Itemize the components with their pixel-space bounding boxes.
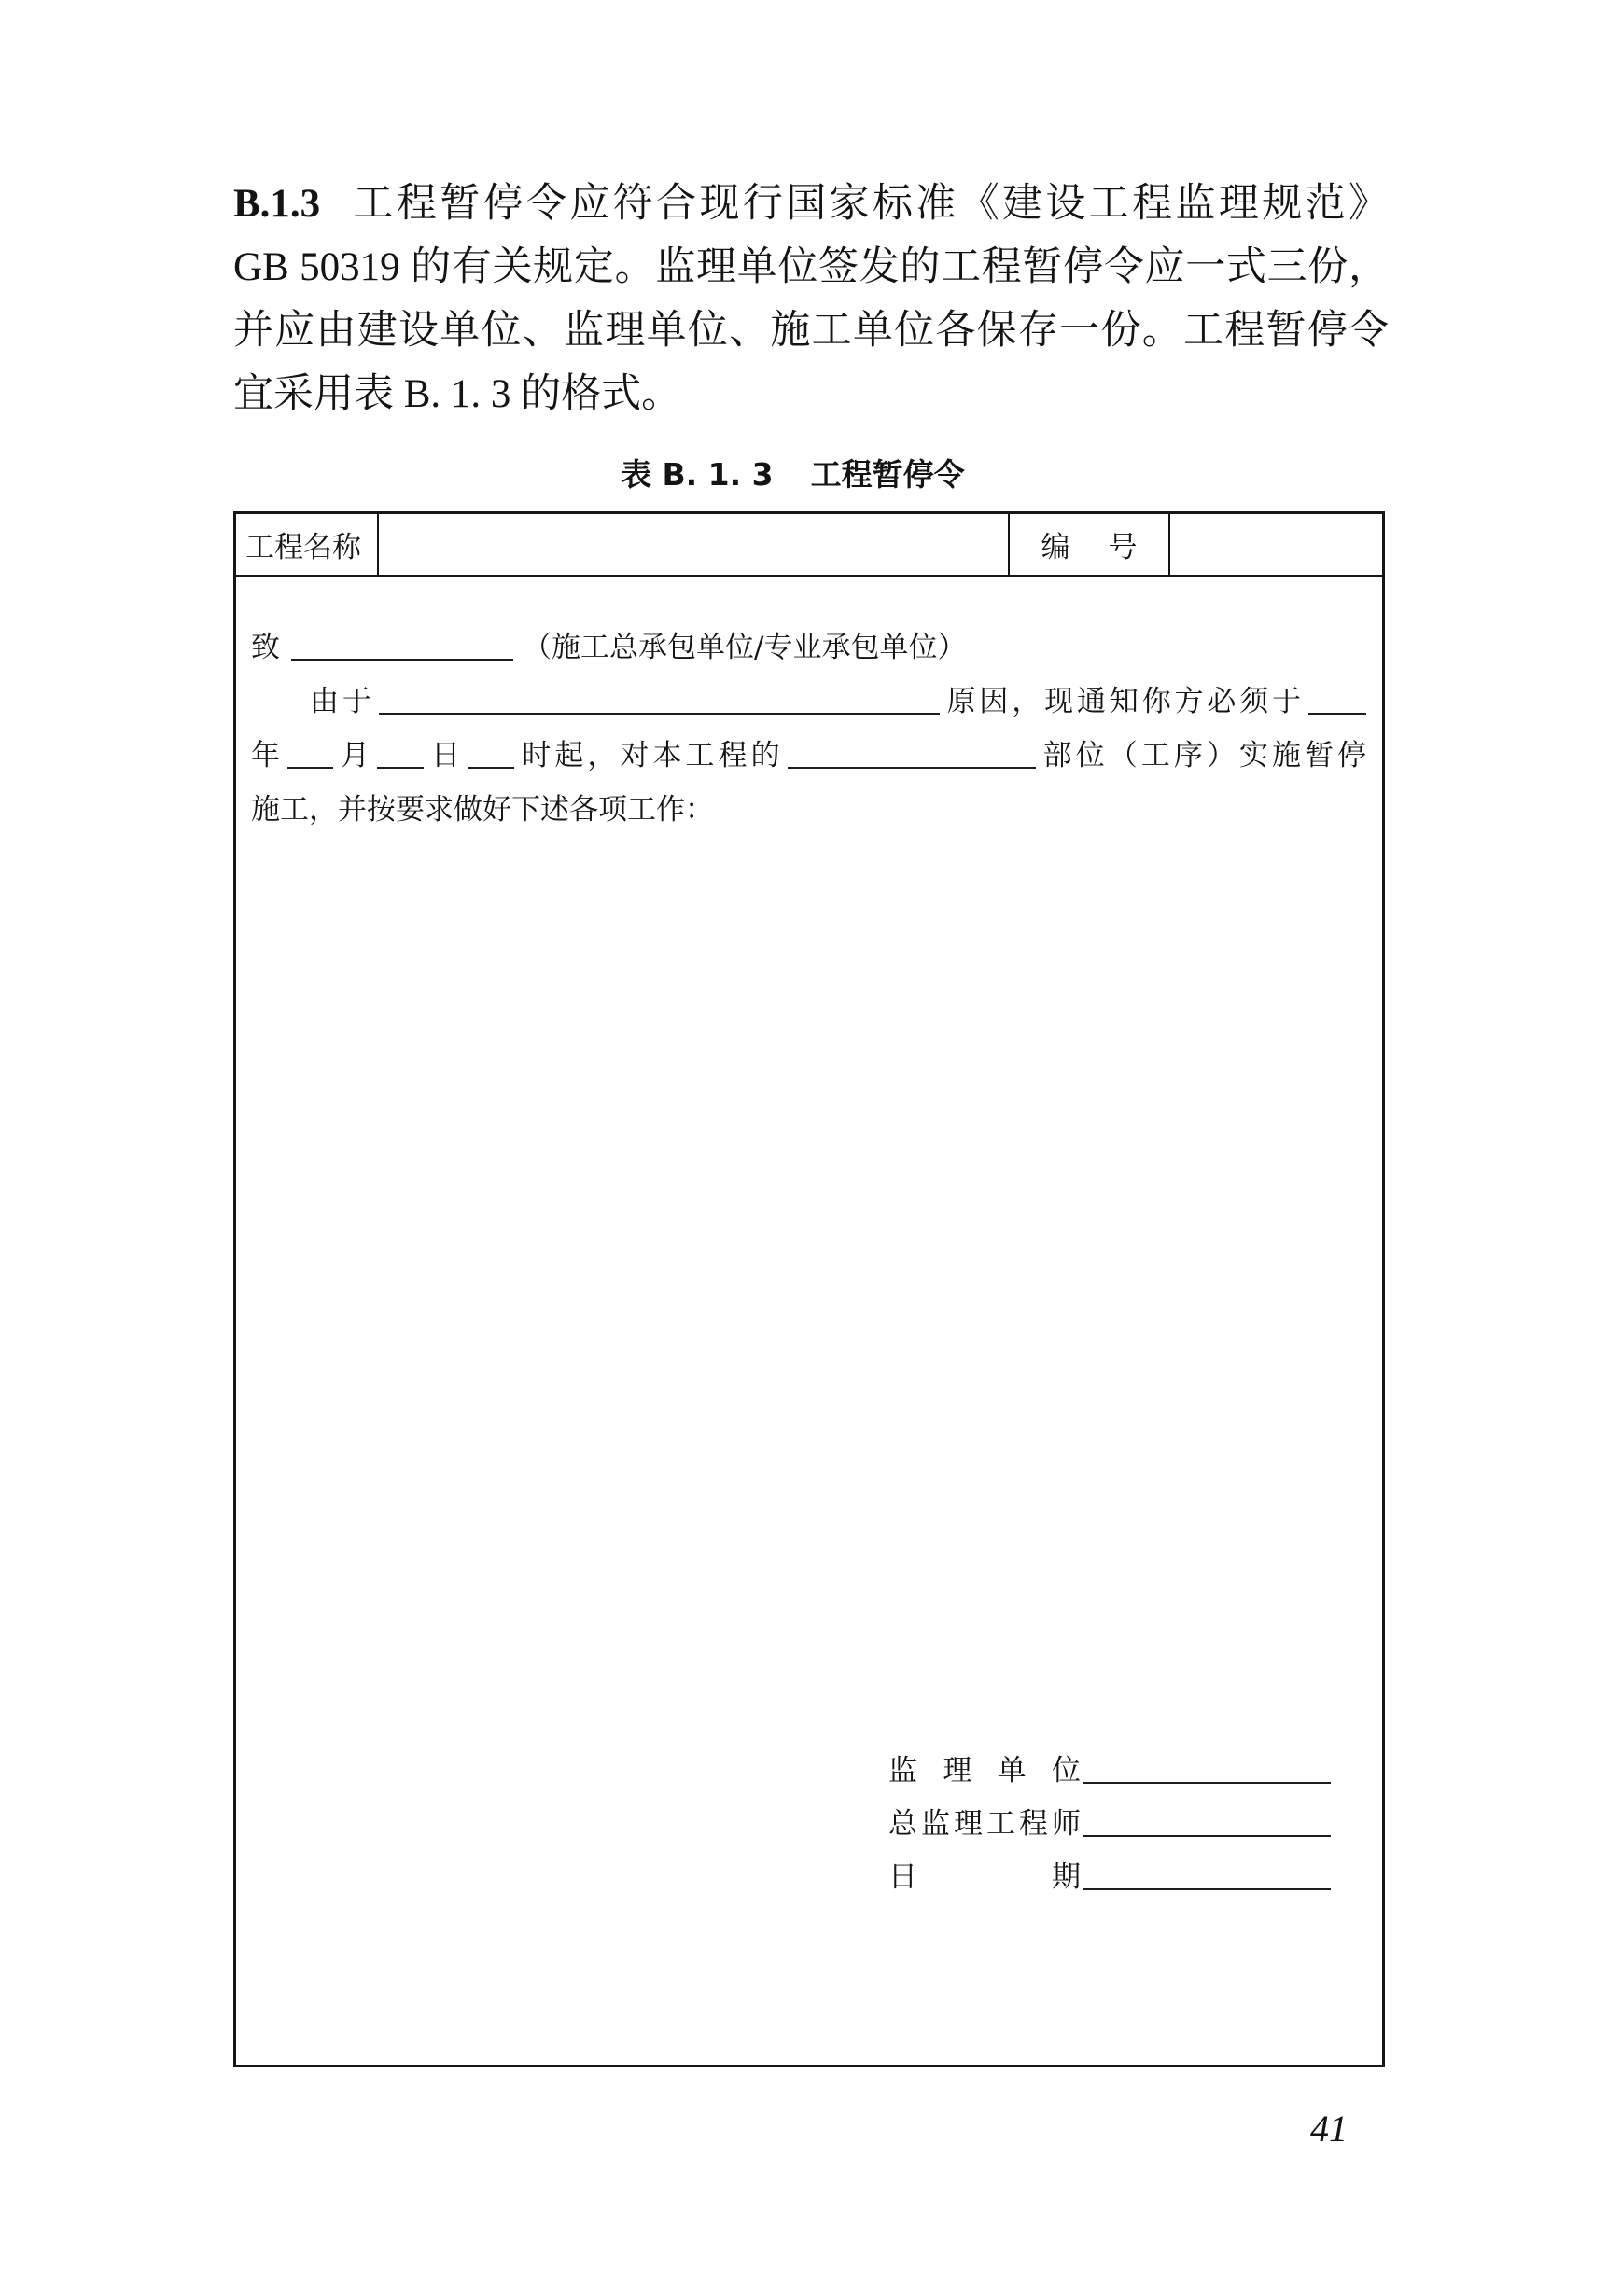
number-label: 编 号 [1041, 531, 1138, 564]
header-row [236, 514, 1382, 577]
section-number: B.1.3 [233, 182, 321, 226]
date-blank [1083, 1866, 1331, 1890]
year-blank [1308, 690, 1366, 715]
part-text: 部位（工序）实施暂停 [1039, 739, 1367, 772]
number-value-cell [1170, 514, 1382, 575]
supervision-unit-blank [1083, 1760, 1331, 1784]
paragraph-line: 并应由建设单位、监理单位、施工单位各保存一份。工程暂停令 [233, 309, 1389, 353]
chief-engineer-blank [1083, 1813, 1331, 1837]
hour-text: 时起，对本工程的 [518, 739, 784, 772]
suspension-order-form [233, 511, 1385, 2067]
suspension-time-line [251, 729, 1366, 783]
addressee-blank [291, 636, 513, 661]
signature-block [888, 1745, 1331, 1904]
page-number: 41 [1310, 2108, 1348, 2150]
paragraph-line: 宜采用表 B. 1. 3 的格式。 [233, 372, 682, 416]
project-name-label: 工程名称 [245, 531, 361, 564]
chief-engineer-label: 总监理工程师 [888, 1807, 1081, 1841]
part-blank [788, 744, 1036, 769]
addressee-prefix: 致 [251, 631, 280, 664]
addressee-line [251, 620, 1366, 675]
month-blank [287, 744, 333, 769]
reason-prefix: 由于 [310, 685, 375, 718]
date-label: 日 期 [888, 1860, 1081, 1894]
instruction-line: 施工，并按要求做好下述各项工作： [251, 793, 714, 827]
reason-line [310, 675, 1366, 729]
supervision-unit-label: 监 理 单 位 [888, 1754, 1081, 1788]
form-body [236, 577, 1382, 2065]
chief-engineer-row [888, 1798, 1331, 1851]
project-name-value-cell [379, 514, 1010, 575]
caption-label: 表 B. 1. 3 [621, 456, 774, 493]
day-label: 日 [427, 739, 465, 772]
paragraph-line [233, 173, 1389, 236]
date-row [888, 1851, 1331, 1904]
paragraph-text: 工程暂停令应符合现行国家标准《建设工程监理规范》 [350, 182, 1389, 226]
hour-blank [468, 744, 514, 769]
caption-title: 工程暂停令 [810, 456, 965, 493]
section-paragraph [233, 173, 1389, 426]
supervision-unit-row [888, 1745, 1331, 1798]
table-caption [621, 455, 965, 494]
notice-text [251, 620, 1366, 837]
reason-text: 原因，现通知你方必须于 [943, 685, 1306, 718]
project-name-label-cell [236, 514, 379, 575]
reason-blank [379, 690, 940, 715]
paragraph-line: GB 50319 的有关规定。监理单位签发的工程暂停令应一式三份， [233, 245, 1389, 289]
addressee-note: （施工总承包单位/专业承包单位） [523, 631, 967, 664]
year-label: 年 [251, 739, 285, 772]
month-label: 月 [337, 739, 374, 772]
number-label-cell [1010, 514, 1170, 575]
day-blank [377, 744, 424, 769]
